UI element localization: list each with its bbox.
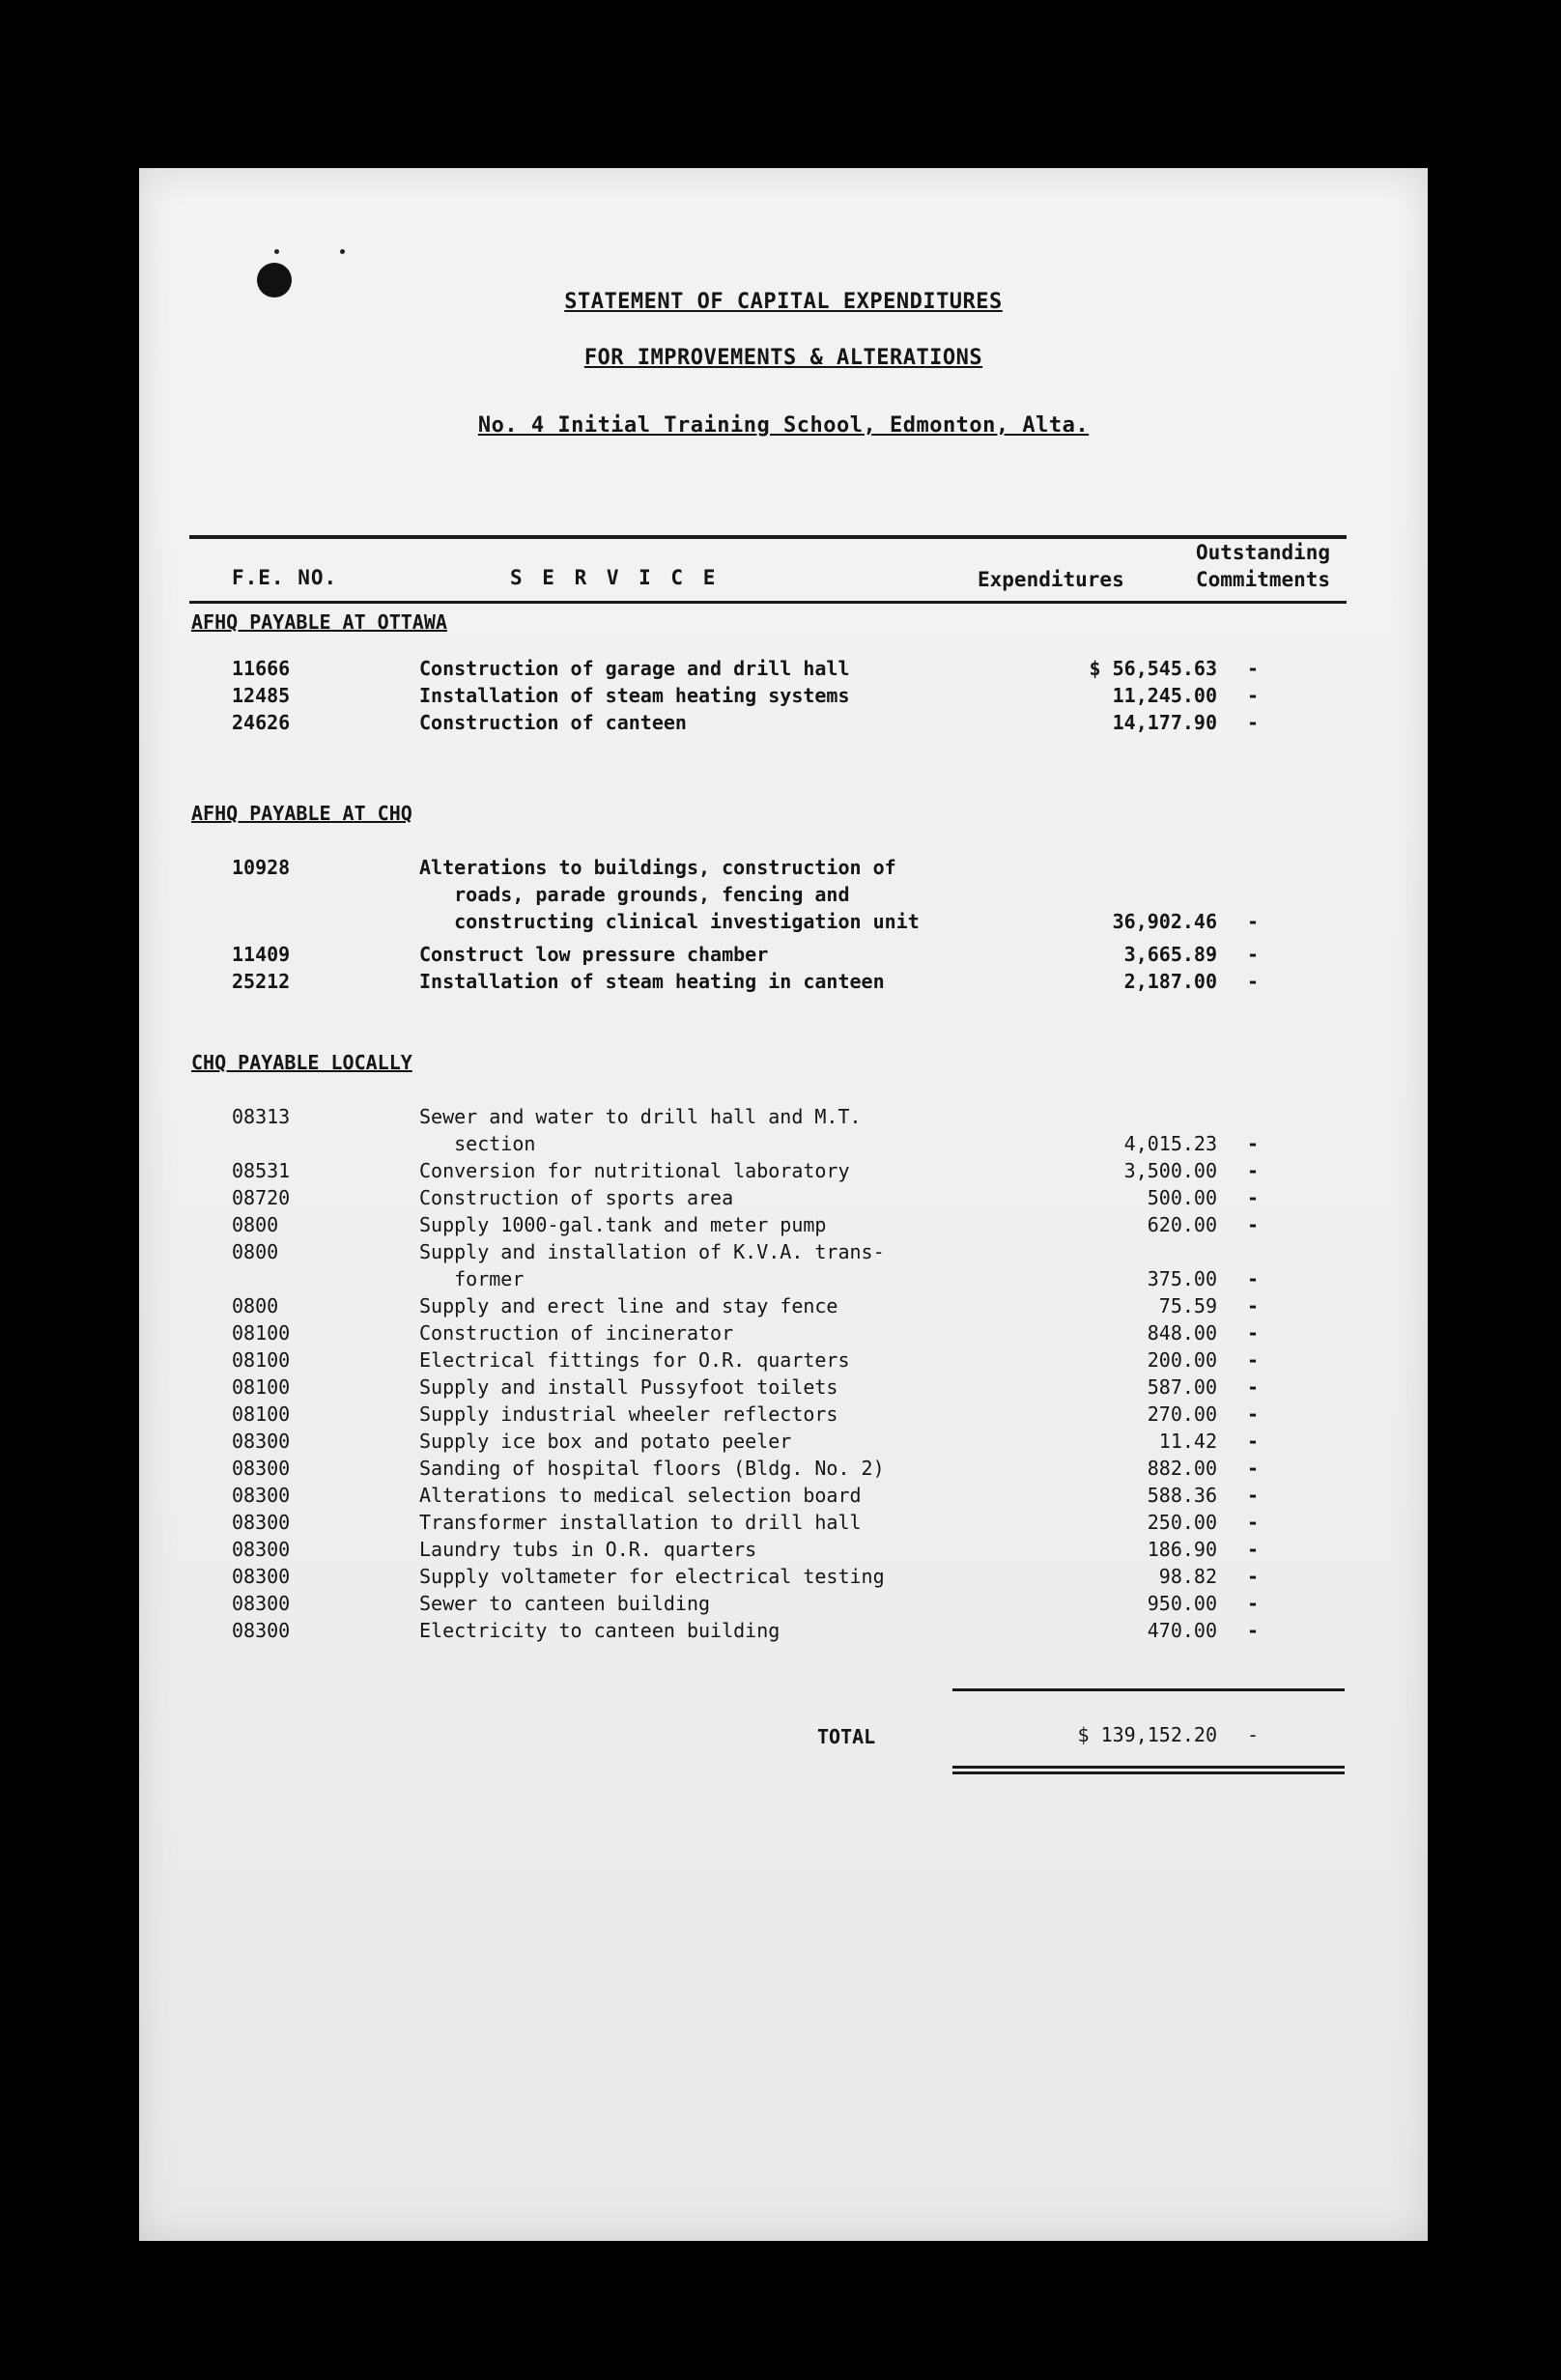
table-row: [139, 1511, 1428, 1538]
fe-number: 0800: [232, 1294, 279, 1318]
fe-number: 08531: [232, 1159, 291, 1182]
fe-number: 08313: [232, 1105, 291, 1128]
table-row: [139, 711, 1428, 738]
total-amount: $ 139,152.20: [1077, 1723, 1217, 1746]
expenditure-amount: 186.90: [1147, 1538, 1217, 1561]
expenditure-amount: 620.00: [1147, 1213, 1217, 1236]
service-description: Supply 1000-gal.tank and meter pump: [419, 1213, 827, 1236]
table-row: [139, 970, 1428, 997]
expenditure-amount: 4,015.23: [1123, 1132, 1217, 1155]
fe-number: 08100: [232, 1402, 291, 1426]
total-double-rule-2: [952, 1771, 1345, 1774]
outstanding-commitment: -: [1246, 1402, 1260, 1426]
outstanding-commitment: -: [1246, 684, 1260, 707]
document-unit-name: No. 4 Initial Training School, Edmonton, Alta.: [477, 413, 1090, 438]
fe-number: 08100: [232, 1375, 291, 1399]
table-row: [139, 1430, 1428, 1457]
col-header-service: S E R V I C E: [510, 566, 720, 589]
fe-number: 08300: [232, 1457, 291, 1480]
fe-number: 08300: [232, 1484, 291, 1507]
expenditure-amount: 587.00: [1147, 1375, 1217, 1399]
service-description: Supply industrial wheeler reflectors: [419, 1402, 838, 1426]
outstanding-commitment: -: [1246, 1592, 1260, 1615]
total-double-rule-1: [952, 1766, 1345, 1769]
fe-number: 25212: [232, 970, 291, 993]
service-description: Construction of canteen: [419, 711, 687, 734]
service-description: Sewer to canteen building: [419, 1592, 711, 1615]
service-description: Sewer and water to drill hall and M.T.: [419, 1105, 862, 1128]
service-description: roads, parade grounds, fencing and: [419, 883, 850, 906]
table-row: [139, 1538, 1428, 1565]
service-description: Supply and installation of K.V.A. trans-: [419, 1240, 885, 1263]
outstanding-commitment: -: [1246, 1348, 1260, 1372]
fe-number: 0800: [232, 1213, 279, 1236]
outstanding-commitment: -: [1246, 1132, 1260, 1155]
outstanding-commitment: -: [1246, 1321, 1260, 1345]
service-description: Construction of garage and drill hall: [419, 657, 850, 680]
outstanding-commitment: -: [1246, 1430, 1260, 1453]
ink-speck: [340, 249, 345, 254]
table-row: [139, 657, 1428, 684]
col-header-commitments: Commitments: [1196, 568, 1331, 591]
service-description: Construction of sports area: [419, 1186, 734, 1209]
fe-number: 08300: [232, 1619, 291, 1642]
total-commitment: -: [1246, 1723, 1260, 1746]
fe-number: 0800: [232, 1240, 279, 1263]
table-header-rule: [189, 601, 1347, 604]
section-heading: CHQ PAYABLE LOCALLY: [191, 1051, 412, 1074]
service-description: Supply and install Pussyfoot toilets: [419, 1375, 838, 1399]
expenditure-amount: 848.00: [1147, 1321, 1217, 1345]
outstanding-commitment: -: [1246, 657, 1260, 680]
table-row: [139, 1402, 1428, 1430]
fe-number: 10928: [232, 856, 291, 879]
service-description: Supply voltameter for electrical testing: [419, 1565, 885, 1588]
table-row: [139, 1619, 1428, 1646]
outstanding-commitment: -: [1246, 1484, 1260, 1507]
table-row: [139, 1105, 1428, 1132]
service-description: Installation of steam heating in canteen: [419, 970, 885, 993]
outstanding-commitment: -: [1246, 943, 1260, 966]
service-description: Installation of steam heating systems: [419, 684, 850, 707]
table-row: [139, 1565, 1428, 1592]
service-description: former: [419, 1267, 525, 1290]
fe-number: 24626: [232, 711, 291, 734]
document-page: [139, 168, 1428, 2241]
outstanding-commitment: -: [1246, 1267, 1260, 1290]
service-description: Alterations to buildings, construction of: [419, 856, 896, 879]
outstanding-commitment: -: [1246, 1159, 1260, 1182]
table-row: [139, 1294, 1428, 1321]
expenditure-amount: 250.00: [1147, 1511, 1217, 1534]
expenditure-amount: 11,245.00: [1112, 684, 1217, 707]
fe-number: 08300: [232, 1538, 291, 1561]
outstanding-commitment: -: [1246, 970, 1260, 993]
outstanding-commitment: -: [1246, 711, 1260, 734]
table-row: [139, 684, 1428, 711]
table-top-rule: [189, 535, 1347, 539]
expenditure-amount: 500.00: [1147, 1186, 1217, 1209]
table-row-continuation: [139, 1267, 1428, 1294]
fe-number: 08300: [232, 1565, 291, 1588]
service-description: constructing clinical investigation unit: [419, 910, 920, 933]
service-description: Supply and erect line and stay fence: [419, 1294, 838, 1318]
service-description: section: [419, 1132, 536, 1155]
table-row-continuation: [139, 883, 1428, 910]
section-heading: AFHQ PAYABLE AT CHQ: [191, 802, 412, 825]
expenditure-amount: 588.36: [1147, 1484, 1217, 1507]
fe-number: 11666: [232, 657, 291, 680]
outstanding-commitment: -: [1246, 1457, 1260, 1480]
table-row: [139, 856, 1428, 883]
fe-number: 08300: [232, 1511, 291, 1534]
ink-speck: [274, 249, 279, 254]
expenditure-amount: 200.00: [1147, 1348, 1217, 1372]
expenditure-amount: 375.00: [1147, 1267, 1217, 1290]
table-row: [139, 1484, 1428, 1511]
outstanding-commitment: -: [1246, 1538, 1260, 1561]
table-row: [139, 1321, 1428, 1348]
fe-number: 08300: [232, 1592, 291, 1615]
service-description: Laundry tubs in O.R. quarters: [419, 1538, 757, 1561]
fe-number: 12485: [232, 684, 291, 707]
outstanding-commitment: -: [1246, 1186, 1260, 1209]
outstanding-commitment: -: [1246, 1565, 1260, 1588]
table-row: [139, 1348, 1428, 1375]
table-row: [139, 1240, 1428, 1267]
table-row: [139, 1186, 1428, 1213]
expenditure-amount: 3,500.00: [1123, 1159, 1217, 1182]
table-row: [139, 1375, 1428, 1402]
expenditure-amount: 950.00: [1147, 1592, 1217, 1615]
outstanding-commitment: -: [1246, 1213, 1260, 1236]
service-description: Construct low pressure chamber: [419, 943, 769, 966]
expenditure-amount: 882.00: [1147, 1457, 1217, 1480]
service-description: Electricity to canteen building: [419, 1619, 780, 1642]
expenditure-amount: 270.00: [1147, 1402, 1217, 1426]
table-row: [139, 1213, 1428, 1240]
expenditure-amount: $ 56,545.63: [1089, 657, 1217, 680]
expenditure-amount: 75.59: [1158, 1294, 1217, 1318]
fe-number: 08100: [232, 1348, 291, 1372]
table-row-continuation: [139, 910, 1428, 937]
expenditure-amount: 470.00: [1147, 1619, 1217, 1642]
document-subtitle: FOR IMPROVEMENTS & ALTERATIONS: [583, 346, 983, 370]
table-row: [139, 1159, 1428, 1186]
table-row: [139, 1592, 1428, 1619]
expenditure-amount: 3,665.89: [1123, 943, 1217, 966]
outstanding-commitment: -: [1246, 1511, 1260, 1534]
fe-number: 11409: [232, 943, 291, 966]
col-header-outstanding: Outstanding: [1196, 541, 1331, 564]
service-description: Sanding of hospital floors (Bldg. No. 2): [419, 1457, 885, 1480]
expenditure-amount: 2,187.00: [1123, 970, 1217, 993]
service-description: Alterations to medical selection board: [419, 1484, 862, 1507]
expenditure-amount: 11.42: [1158, 1430, 1217, 1453]
expenditure-amount: 36,902.46: [1112, 910, 1217, 933]
service-description: Construction of incinerator: [419, 1321, 734, 1345]
outstanding-commitment: -: [1246, 1294, 1260, 1318]
expenditure-amount: 14,177.90: [1112, 711, 1217, 734]
service-description: Transformer installation to drill hall: [419, 1511, 862, 1534]
fe-number: 08100: [232, 1321, 291, 1345]
expenditure-amount: 98.82: [1158, 1565, 1217, 1588]
table-row: [139, 1457, 1428, 1484]
outstanding-commitment: -: [1246, 1619, 1260, 1642]
service-description: Supply ice box and potato peeler: [419, 1430, 792, 1453]
outstanding-commitment: -: [1246, 1375, 1260, 1399]
col-header-fe: F.E. NO.: [232, 566, 338, 589]
outstanding-commitment: -: [1246, 910, 1260, 933]
document-title: STATEMENT OF CAPITAL EXPENDITURES: [564, 290, 1003, 314]
total-top-rule: [952, 1688, 1345, 1691]
total-label: TOTAL: [817, 1725, 876, 1748]
service-description: Conversion for nutritional laboratory: [419, 1159, 850, 1182]
section-heading: AFHQ PAYABLE AT OTTAWA: [191, 610, 447, 634]
table-row: [139, 943, 1428, 970]
service-description: Electrical fittings for O.R. quarters: [419, 1348, 850, 1372]
table-row-continuation: [139, 1132, 1428, 1159]
fe-number: 08300: [232, 1430, 291, 1453]
col-header-expenditures: Expenditures: [978, 568, 1124, 591]
fe-number: 08720: [232, 1186, 291, 1209]
